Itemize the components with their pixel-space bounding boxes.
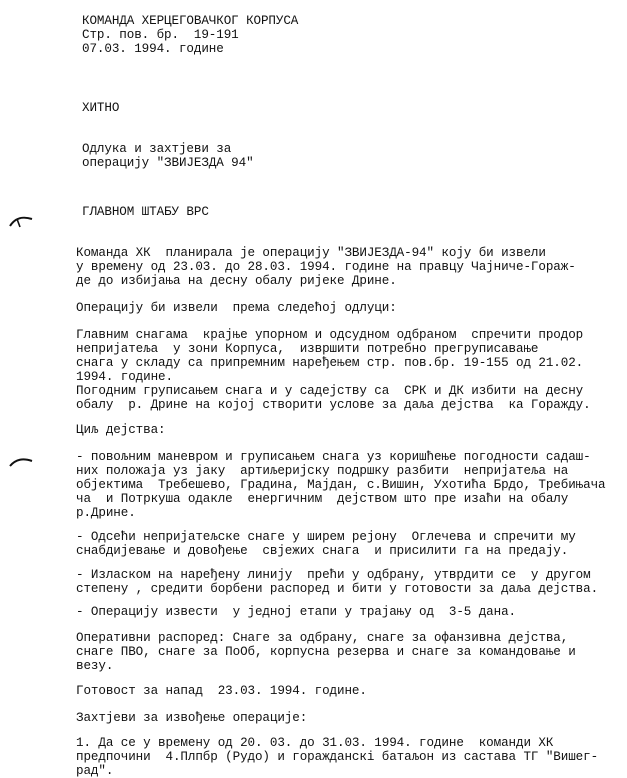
deployment-line-1: Оперативни распоред: Снаге за одбрану, снаге за офанзивна дејства, bbox=[76, 631, 569, 645]
decision-line-5: Погодним груписањем снага и у садејству са СРК и ДК избити на десну bbox=[76, 384, 584, 398]
header-command: КОМАНДА ХЕРЦЕГОВАЧКОГ КОРПУСА bbox=[82, 14, 299, 28]
goal-3-line-1: - Изласком на наређену линију прећи у одбрану, утврдити се у другом bbox=[76, 568, 591, 582]
margin-mark-lower bbox=[6, 452, 36, 472]
goal-label: Циљ дејства: bbox=[76, 423, 166, 437]
goal-1-line-1: - повољним маневром и груписањем снага уз коришћење погодности садаш- bbox=[76, 450, 591, 464]
goal-4-line-1: - Операцију извести у једној етапи у трајању од 3-5 дана. bbox=[76, 605, 516, 619]
goal-1-line-5: р.Дрине. bbox=[76, 506, 136, 520]
goal-1-line-2: ниx положаја уз јаку артиљеријску подршку разбити непријатеља на bbox=[76, 464, 569, 478]
requirement-1-line-1: 1. Да се у времену од 20. 03. до 31.03. 1994. године команди ХК bbox=[76, 736, 554, 750]
goal-2-line-1: - Одсећи непријатељске снаге у ширем рејону Оглечева и спречити му bbox=[76, 530, 576, 544]
addressee: ГЛАВНОМ ШТАБУ ВРС bbox=[82, 205, 209, 219]
decision-intro: Операцију би извели према следећој одлуци: bbox=[76, 301, 397, 315]
intro-line-2: у времену од 23.03. до 28.03. 1994. године на правцу Чајниче-Гораж- bbox=[76, 260, 576, 274]
deployment-line-2: снаге ПВО, снаге за ПоОб, корпусна резерва и снаге за командовање и bbox=[76, 645, 576, 659]
goal-1-line-3: објектима Требешево, Градина, Мајдан, с.Вишин, Ухотића Брдо, Требињача bbox=[76, 478, 606, 492]
decision-line-1: Главним снагама крајње упорном и одсудном одбраном спречити продор bbox=[76, 328, 584, 342]
goal-1-line-4: ча и Потркуша одакле енергичним дејством што пре изаћи на обалу bbox=[76, 492, 569, 506]
intro-line-1: Команда ХК планирала је операцију "ЗВИЈЕЗДА-94" коју би извели bbox=[76, 246, 546, 260]
decision-line-6: обалу р. Дрине на којој створити услове за даља дејства ка Горажду. bbox=[76, 398, 591, 412]
requirements-label: Захтјеви за извођење операције: bbox=[76, 711, 308, 725]
margin-mark-upper bbox=[6, 210, 36, 232]
deployment-line-3: везу. bbox=[76, 659, 114, 673]
header-date: 07.03. 1994. године bbox=[82, 42, 224, 56]
readiness: Готовост за напад 23.03. 1994. године. bbox=[76, 684, 367, 698]
urgency-label: ХИТНО bbox=[82, 101, 120, 115]
header-reference: Стр. пов. бр. 19-191 bbox=[82, 28, 239, 42]
decision-line-2: непријатеља у зони Корпуса, извршити потребно прегруписавање bbox=[76, 342, 539, 356]
goal-2-line-2: снабдијевање и довођење свјежих снага и присилити га на предају. bbox=[76, 544, 569, 558]
decision-line-3: снага у складу са припремним наређењем стр. пов.бр. 19-155 од 21.02. bbox=[76, 356, 584, 370]
subject-line-2: операцију "ЗВИЈЕЗДА 94" bbox=[82, 156, 254, 170]
requirement-1-line-3: рад". bbox=[76, 764, 114, 778]
decision-line-4: 1994. године. bbox=[76, 370, 173, 384]
requirement-1-line-2: предпочини 4.Плпбр (Рудо) и горажданскi батаљон из састава ТГ "Вишег- bbox=[76, 750, 599, 764]
subject-line-1: Одлука и захтјеви за bbox=[82, 142, 232, 156]
goal-3-line-2: степену , средити борбени распоред и бити у готовости за даља дејства. bbox=[76, 582, 599, 596]
intro-line-3: де до избијања на десну обалу ријеке Дрине. bbox=[76, 274, 397, 288]
